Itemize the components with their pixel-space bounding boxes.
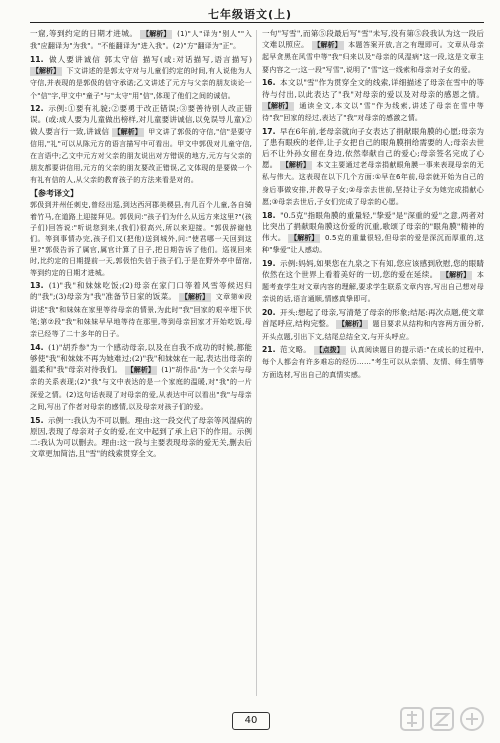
question-20	[262, 307, 484, 343]
analysis-tag: 【解析】	[442, 271, 471, 280]
question-number: 18.	[262, 210, 276, 220]
question-12	[30, 103, 252, 186]
question-13	[30, 280, 252, 340]
analysis-text: 文章第⑥段讲述"我"和妹妹在家里等待母亲的情景,为此时"我"回家的艰辛埋下伏笔;第⑦段"我"和妹妹早早地等待在那里,等到母亲回家才开始吃饭,母亲已经等了二十多年的日子。	[30, 293, 252, 339]
answer-text: 示例:妈妈,如果您在九泉之下有知,您应该感到欣慰,您的眼睛依然在这个世界上看着美好的一切,您的爱在延续。	[262, 258, 484, 280]
question-number: 16.	[262, 78, 276, 88]
right-column	[262, 28, 484, 698]
analysis-text: 甲文讲了郭伋的守信,"信"是要守信用,"礼"可以从陈元方的语言描写中可看出。甲文中郭伋对儿童守信,在言语中;乙文中元方对父亲的朋友说出对方错误的地方,元方与父亲的朋友都要讲信用,元方的父亲的朋友要改正错误,乙文体现的是要做一个有礼有信的人,从父亲的教育孩子的方法来看是对的。	[30, 127, 252, 185]
answer-text: 示例:①要有礼貌;②要勇于改正错误;③要善待别人改正错误。(或:成人要为儿童做出榜样,对儿童要讲诚信,以免误导儿童)②做人要言行一致,讲诚信	[30, 104, 252, 136]
answer-text: 本文以"雪"作为贯穿全文的线索,详细描述了母亲在雪中的等待与付出,以此表达了"我"对母亲的爱以及对母亲的感恩之情。	[262, 78, 484, 99]
analysis-tag: 【解析】	[264, 101, 292, 110]
question-number: 15.	[30, 415, 44, 425]
question-18	[262, 210, 484, 257]
analysis-text: 本题考查学生对文章内容的理解,要求学生联系文章内容,写出自己想对母亲说的话,语言通顺,情感真挚即可。	[262, 271, 484, 304]
question-number: 12.	[30, 104, 44, 114]
answer-text: 早在6年前,老母亲就向子女表达了捐献眼角膜的心愿;母亲为了患有眼疾的老伴,让子女把自己的眼角膜捐给需要的人;母亲去世后不让外孙女留在身边,依然奉献自己的爱心;母亲签名完成了心愿。	[262, 126, 484, 170]
analysis-tag: 【解析】	[281, 161, 310, 170]
answer-text: 范文略。	[280, 345, 312, 355]
answer-text: "0.5克"指眼角膜的重量轻,"挚爱"是"深重的爱"之意,两者对比突出了捐献眼角膜这份爱的沉重,歌颂了母亲的"眼角膜"精神的伟大。	[262, 210, 484, 242]
analysis-tag: 【解析】	[32, 67, 60, 76]
analysis-text: 0.5克的重量很轻,但母亲的爱是深沉而厚重的,这种"挚爱"让人感动。	[262, 233, 484, 255]
analysis-tag: 【解析】	[142, 30, 171, 38]
analysis-tag: 【解析】	[126, 366, 155, 375]
question-number: 17.	[262, 126, 276, 136]
analysis-text: 本题答案开放,言之有理即可。文章从母亲起早贪黑在风雪中等"我"归来以及"母亲的风湿病"这一段,这是文章主要内容之一;这一段"写雪",说明了"雪"这一线索和母亲对子女的爱。	[262, 41, 484, 74]
answer-text: 开头:想起了母亲,写清楚了母亲的形象;结尾:再次点题,使文章首尾呼应,结构完整。	[262, 308, 484, 329]
answer-site-watermark-logo	[398, 703, 490, 737]
column-divider	[256, 30, 257, 696]
question-number: 13.	[30, 281, 44, 291]
analysis-tag: 【解析】	[113, 127, 142, 136]
analysis-text: 下文讲述的是郭太守对与儿童们约定的时间,有人说他为人守信,并表现的是郭伋的信守承诺;乙文讲述了元方与父亲的朋友谈论一个"信"字,甲文中"童子"与"太守"用"信",体现了他们之间的诚信。	[30, 67, 252, 100]
page-number: 40	[232, 712, 270, 730]
reference-translation-text: 郭伋到并州任刺史,曾经出巡,到达西河郡美稷县,有几百个儿童,各自骑着竹马,在道路上迎接拜见。郭伋问:"孩子们为什么从远方来这里?"(孩子们)回答说:"听说您到来,(我们)很高兴,所以来迎接。"郭伋辞谢他们。等到事情办完,孩子们又(把他)送到城外,问:"使君哪一天回到这里?"郭伋告诉了属官,属官计算了日子,把日期告诉了他们。巡视回来时,比约定的日期提前一天,郭伋怕失信于孩子们,于是在野外亭中留宿,等到约定的日期才进城。	[30, 201, 252, 277]
page-title: 七年级语文(上)	[207, 8, 293, 21]
analysis-tag: 【解析】	[337, 320, 366, 329]
tip-tag: 【点拨】	[315, 346, 344, 355]
answer-item	[30, 28, 252, 52]
tip-text: 认真阅读题目的提示语:"在成长的过程中,每个人都会有许多难忘的经历……"考生可以从亲情、友情、师生情等方面选材,写出自己的真情实感。	[262, 346, 484, 379]
question-14	[30, 342, 252, 413]
answer-item	[262, 28, 484, 76]
analysis-text: 题目要求从结构和内容两方面分析,开头点题,引出下文,结尾总结全文,与开头呼应。	[262, 320, 484, 341]
question-number: 19.	[262, 258, 276, 268]
left-column	[30, 28, 252, 698]
answer-text: 一句"写雪",而第⑤段最后写"雪"未写,没有第⑤段我认为这一段后文难以照应。	[262, 29, 484, 50]
answer-text: (1)"胡乔参"为一个感动母亲,以及在自我不成功的时候,都能够使"我"和妹妹不再为她难过;(2)"我"和妹妹在一起,表达出母亲的温柔和"我"母亲对待我们。	[30, 342, 252, 375]
analysis-tag: 【解析】	[313, 41, 342, 50]
question-21	[262, 344, 484, 381]
question-number: 14.	[30, 342, 44, 352]
question-17	[262, 126, 484, 208]
question-15	[30, 415, 252, 460]
reference-translation-title: 【参考译文】	[30, 189, 78, 199]
page-header	[0, 0, 500, 26]
question-number: 20.	[262, 308, 276, 318]
analysis-text: 本文主要通过老母亲捐献眼角膜一事来表现母亲的无私与伟大。这表现在以下几个方面:①早在6年前,母亲就开始为自己的身后事做安排,并教导子女;②母亲去世前,坚持让子女为她完成捐献心愿;③母亲去世后,子女们完成了母亲的心愿。	[262, 161, 484, 206]
answer-text: 做人要讲诚信 郭太守信 描写(或:对话描写,语言描写)	[48, 54, 252, 64]
analysis-text: (1)"人"译为"别人""入我"应翻译为"为我"。"不能翻译为"进入我"。(2)"方"翻译为"正"。	[30, 30, 252, 51]
analysis-text: 通读全文,本文以"雪"作为线索,讲述了母亲在雪中等待"我"回家的经过,表达了"我"对母亲的感激之情。	[262, 101, 484, 122]
question-16	[262, 77, 484, 124]
header-divider	[30, 22, 484, 23]
answer-text: 一窟,等到约定的日期才进城。	[30, 29, 138, 38]
analysis-tag: 【解析】	[180, 293, 209, 302]
analysis-text: (1)"胡作品"为一个父亲与母亲的关系表现;(2)"我"与文中表达的是一个家庭的温暖,对"我"的一片深爱之情。(2)这句话表现了对母亲的爱,从表达中可以看出"我"与母亲之间,写出了作者对母亲的感情,以及母亲对孩子们的爱。	[30, 366, 252, 411]
answer-text: 示例一:我认为不可以删。理由:这一段交代了母亲等风湿病的原因,表现了母亲对子女的爱,在文中起到了承上启下的作用。示例二:我认为可以删去。理由:这一段与主要表现母亲的爱无关,删去后文章更加简洁,且"雪"的线索贯穿全文。	[30, 415, 252, 459]
question-number: 11.	[30, 54, 44, 64]
analysis-tag: 【解析】	[290, 233, 319, 242]
question-number: 21.	[262, 345, 276, 355]
question-11	[30, 54, 252, 102]
answer-text: (1)"我"和妹妹吃饭;(2)母亲在家门口等着风雪等候迟归的"我";(3)母亲为"我"准备节日家的饭菜。	[30, 281, 252, 302]
question-19	[262, 258, 484, 306]
